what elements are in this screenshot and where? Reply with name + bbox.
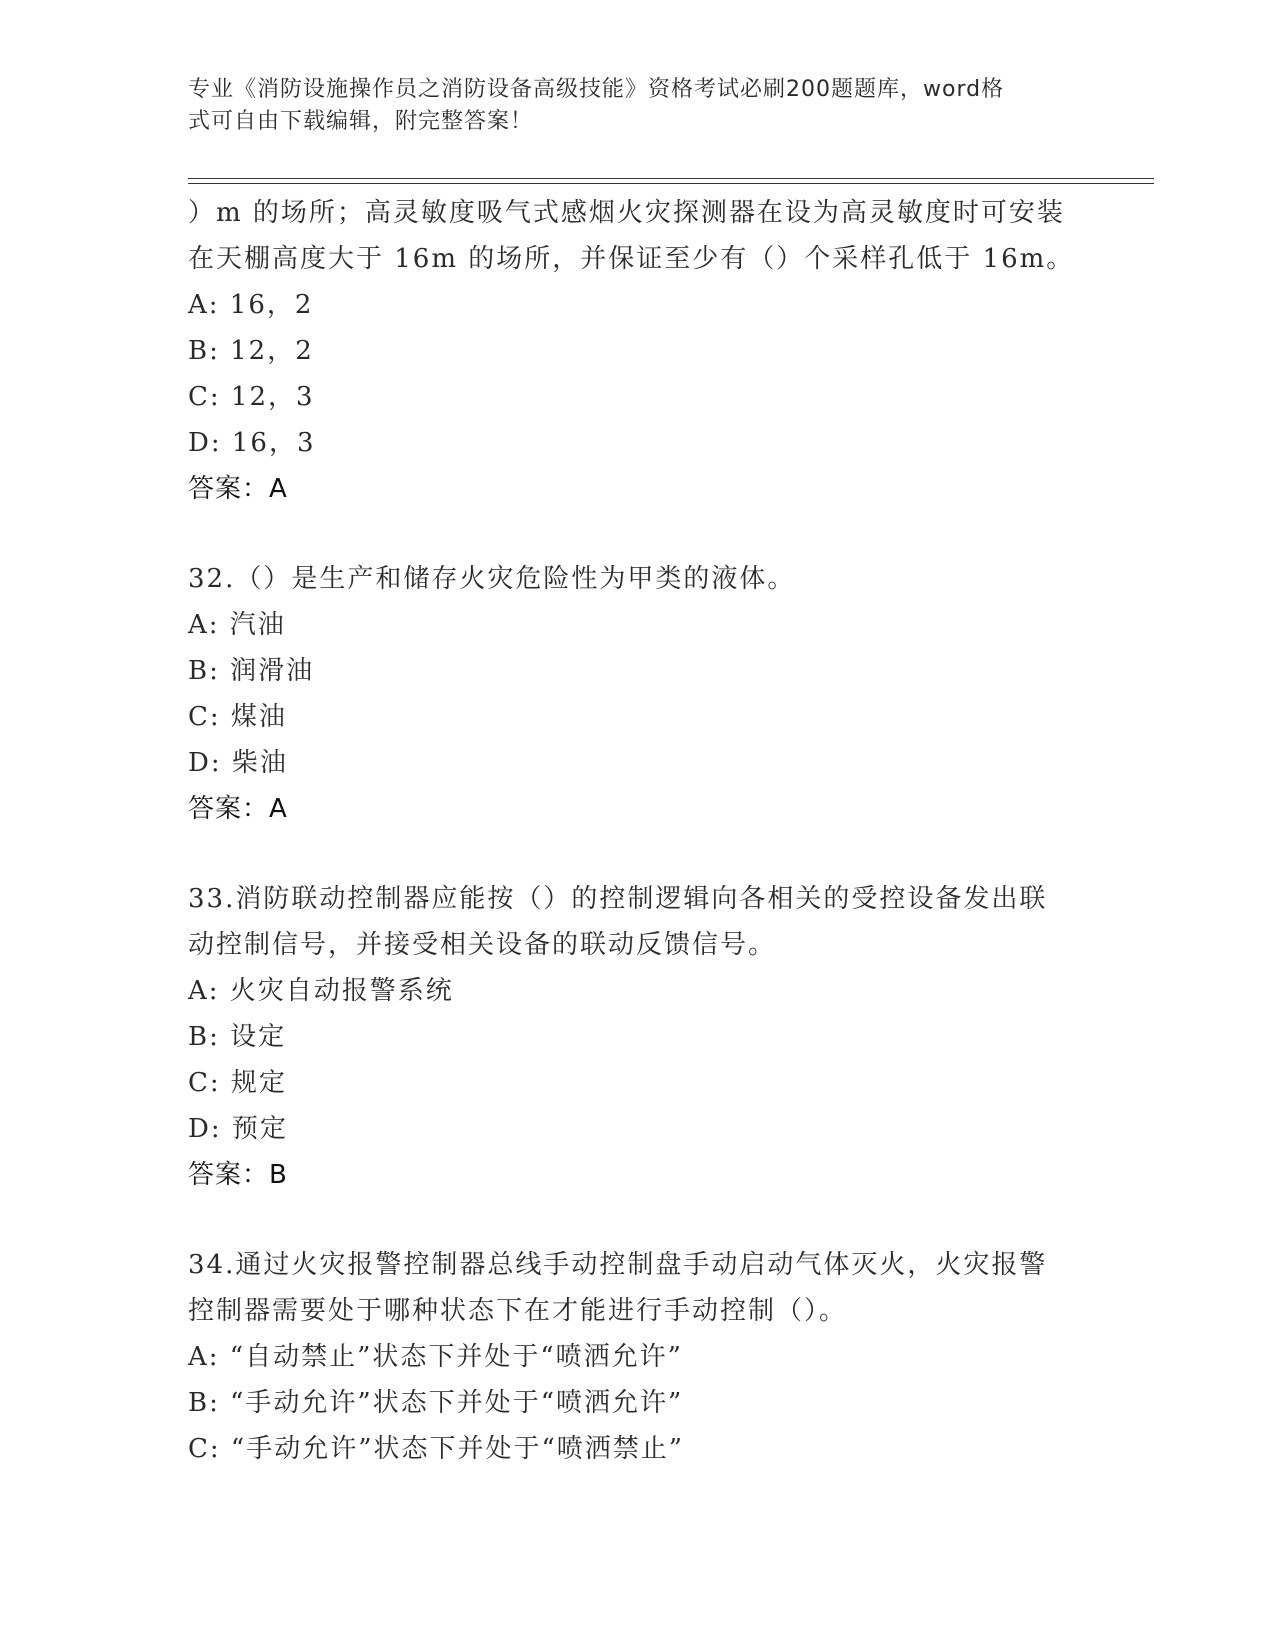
option-c: C: 煤油 xyxy=(188,702,287,732)
question-stem: 32.（）是生产和储存火灾危险性为甲类的液体。 xyxy=(188,564,796,594)
question-stem: 动控制信号，并接受相关设备的联动反馈信号。 xyxy=(188,930,777,960)
question-block xyxy=(188,1242,1088,1472)
question-stem: 33.消防联动控制器应能按（）的控制逻辑向各相关的受控设备发出联 xyxy=(188,884,1048,914)
question-stem: 34.通过火灾报警控制器总线手动控制盘手动启动气体灭火，火灾报警 xyxy=(188,1250,1048,1280)
question-stem: ）m 的场所；高灵敏度吸气式感烟火灾探测器在设为高灵敏度时可安装 xyxy=(188,198,1065,228)
option-d: D: 柴油 xyxy=(188,748,288,778)
question-stem: 控制器需要处于哪种状态下在才能进行手动控制（）。 xyxy=(188,1296,848,1326)
option-b: B: 设定 xyxy=(188,1022,287,1052)
option-b: B: “手动允许”状态下并处于“喷洒允许” xyxy=(188,1388,684,1418)
option-a: A: 火灾自动报警系统 xyxy=(188,976,454,1006)
option-a: A: 汽油 xyxy=(188,610,286,640)
answer-label: 答案：A xyxy=(188,794,288,824)
answer-label: 答案：A xyxy=(188,474,288,504)
header-line: 式可自由下载编辑，附完整答案！ xyxy=(188,109,534,134)
option-b: B: 12，2 xyxy=(188,336,314,366)
question-block xyxy=(188,190,1088,512)
option-d: D: 预定 xyxy=(188,1114,288,1144)
header-divider xyxy=(188,178,1154,179)
header-divider xyxy=(188,183,1154,184)
option-c: C: 规定 xyxy=(188,1068,287,1098)
option-b: B: 润滑油 xyxy=(188,656,315,686)
question-stem: 在天棚高度大于 16m 的场所，并保证至少有（）个采样孔低于 16m。 xyxy=(188,244,1075,274)
answer-label: 答案：B xyxy=(188,1160,288,1190)
option-a: A: 16，2 xyxy=(188,290,314,320)
document-header xyxy=(188,74,1068,138)
option-c: C: “手动允许”状态下并处于“喷洒禁止” xyxy=(188,1434,685,1464)
option-a: A: “自动禁止”状态下并处于“喷洒允许” xyxy=(188,1342,683,1372)
option-d: D: 16，3 xyxy=(188,428,316,458)
option-c: C: 12，3 xyxy=(188,382,315,412)
header-line: 专业《消防设施操作员之消防设备高级技能》资格考试必刷200题题库，word格 xyxy=(188,77,1005,102)
question-list xyxy=(188,190,1088,1472)
question-block xyxy=(188,556,1088,832)
question-block xyxy=(188,876,1088,1198)
